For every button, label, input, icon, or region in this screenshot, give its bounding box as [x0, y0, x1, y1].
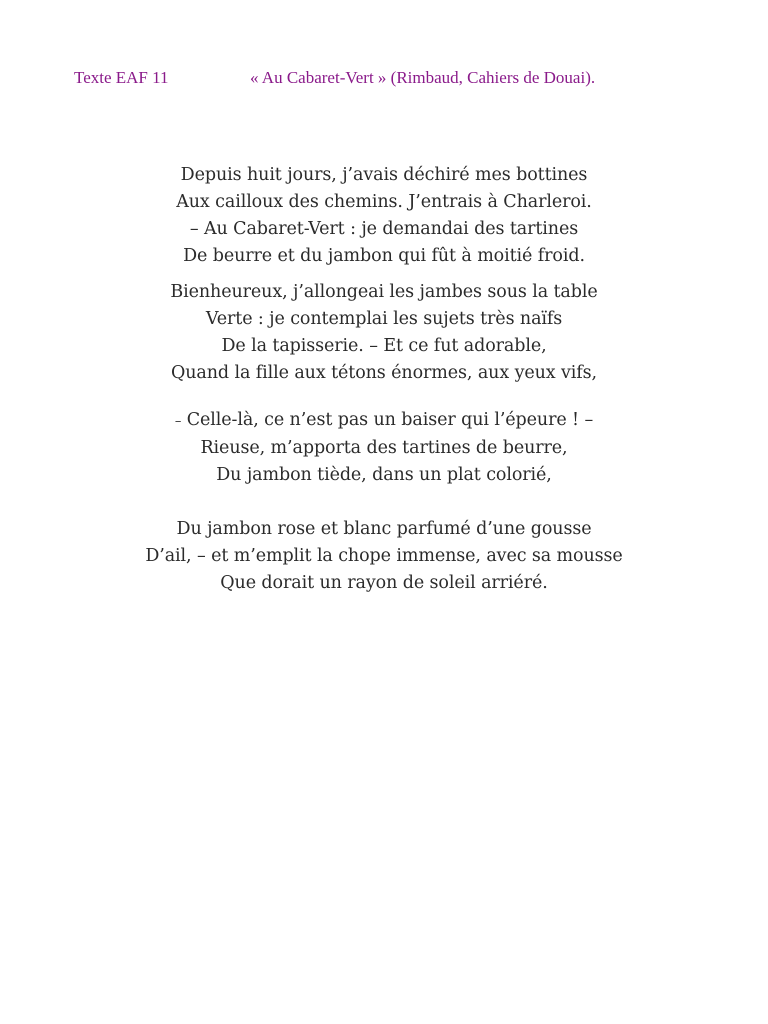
poem-line-text: Celle-là, ce n’est pas un baiser qui l’épeure ! – [186, 410, 594, 430]
stanza-1 [0, 162, 768, 270]
poem-line: Rieuse, m’apporta des tartines de beurre, [200, 438, 568, 458]
document-header [0, 68, 768, 92]
stanza-3 [0, 407, 768, 489]
poem-line: Depuis huit jours, j’avais déchiré mes bottines [180, 165, 588, 185]
stanza-4 [0, 516, 768, 597]
poem-line: Bienheureux, j’allongeai les jambes sous la table [170, 282, 598, 302]
poem-line: Aux cailloux des chemins. J’entrais à Charleroi. [176, 192, 592, 212]
poem-line: Verte : je contemplai les sujets très naïfs [205, 309, 563, 329]
stanza-2 [0, 279, 768, 387]
poem-line: De la tapisserie. – Et ce fut adorable, [221, 336, 547, 356]
document-label: Texte EAF 11 [74, 68, 169, 87]
poem-line: Du jambon rose et blanc parfumé d’une gousse [176, 519, 592, 539]
poem-body [0, 162, 768, 597]
poem-title: « Au Cabaret-Vert » (Rimbaud, Cahiers de Douai). [250, 68, 596, 87]
poem-line-with-dash [0, 407, 768, 435]
poem-line: D’ail, – et m’emplit la chope immense, avec sa mousse [145, 546, 623, 566]
poem-line: De beurre et du jambon qui fût à moitié froid. [183, 246, 585, 266]
lead-dash: – [174, 414, 182, 429]
poem-line: Quand la fille aux tétons énormes, aux yeux vifs, [170, 363, 598, 383]
poem-line: – Au Cabaret-Vert : je demandai des tartines [189, 219, 579, 239]
poem-line: Que dorait un rayon de soleil arriéré. [220, 573, 548, 593]
poem-line: Du jambon tiède, dans un plat colorié, [216, 465, 552, 485]
